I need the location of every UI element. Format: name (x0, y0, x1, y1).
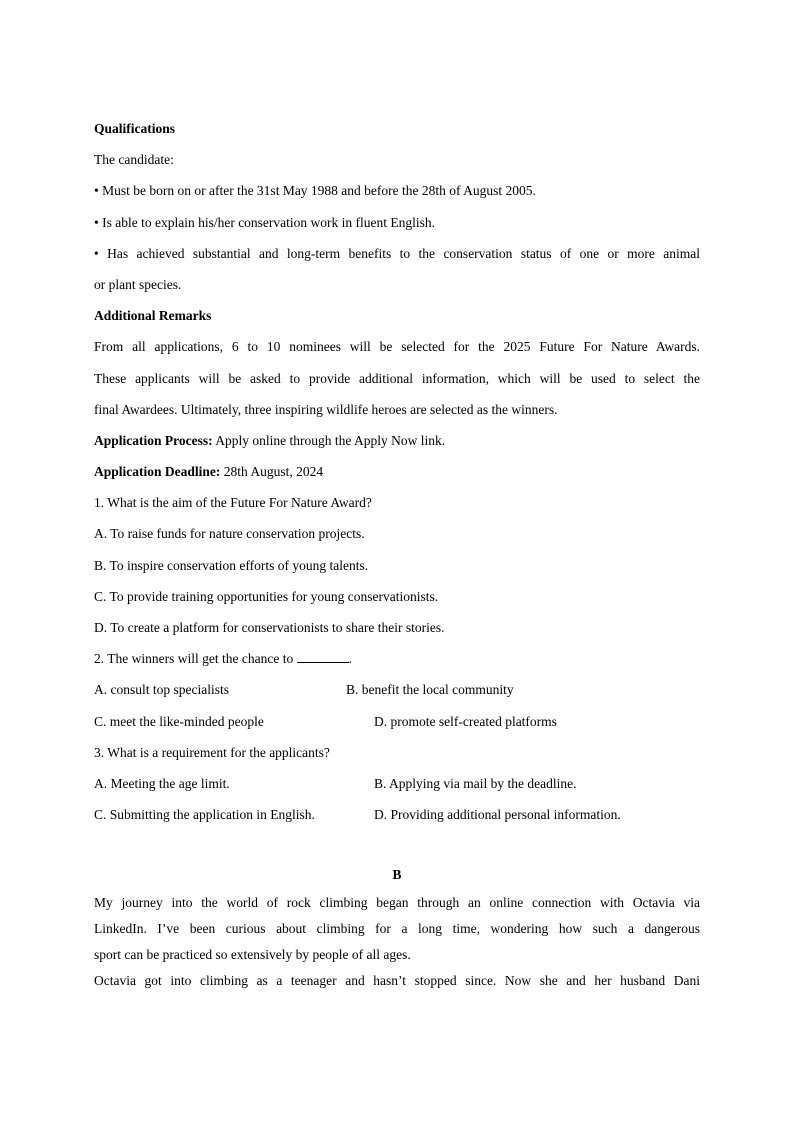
remarks-line-3: final Awardees. Ultimately, three inspiring wildlife heroes are selected as the winners. (94, 401, 558, 417)
section-b-line-4: Octavia got into climbing as a teenager and hasn’t stopped since. Now she and her husband Dani (94, 973, 700, 989)
deadline-label: Application Deadline: (94, 464, 221, 480)
q3-option-d: D. Providing additional personal information. (374, 807, 621, 823)
q2-option-a: A. consult top specialists (94, 682, 229, 698)
q2-option-b: B. benefit the local community (346, 682, 514, 698)
q3-option-a: A. Meeting the age limit. (94, 775, 230, 791)
q2-options-row-1 (94, 680, 700, 711)
application-deadline (94, 462, 700, 493)
qualification-bullet-3-cont: or plant species. (94, 276, 182, 292)
application-process (94, 431, 700, 462)
process-text: Apply online through the Apply Now link. (212, 432, 446, 448)
q2-option-c: C. meet the like-minded people (94, 713, 264, 729)
qualification-bullet-1: • Must be born on or after the 31st May 1988 and before the 28th of August 2005. (94, 183, 536, 199)
section-b-line-2: LinkedIn. I’ve been curious about climbing for a long time, wondering how such a dangerous (94, 921, 700, 937)
q3-stem: 3. What is a requirement for the applicants? (94, 744, 330, 760)
q3-option-c: C. Submitting the application in English. (94, 807, 315, 823)
q2-stem: 2. The winners will get the chance to (94, 651, 294, 667)
qualification-bullet-3: • Has achieved substantial and long-term benefits to the conservation status of one or more animal (94, 245, 700, 261)
remarks-line-1: From all applications, 6 to 10 nominees will be selected for the 2025 Future For Nature Awards. (94, 339, 700, 355)
qualifications-intro: The candidate: (94, 152, 174, 168)
process-label: Application Process: (94, 432, 213, 448)
q3-options-row-1 (94, 774, 700, 805)
document-page (94, 119, 700, 997)
deadline-text: 28th August, 2024 (220, 464, 324, 480)
q2-stem-end: . (348, 651, 352, 667)
q2-options-row-2 (94, 712, 700, 743)
qualification-bullet-2: • Is able to explain his/her conservation work in fluent English. (94, 214, 436, 230)
q2-option-d: D. promote self-created platforms (374, 713, 557, 729)
section-b-heading: B (392, 867, 402, 883)
section-b-line-3: sport can be practiced so extensively by people of all ages. (94, 947, 411, 963)
q1-option-a: A. To raise funds for nature conservation projects. (94, 526, 365, 542)
q3-options-row-2 (94, 805, 700, 836)
q1-option-b: B. To inspire conservation efforts of young talents. (94, 557, 369, 573)
section-b-line-1: My journey into the world of rock climbing began through an online connection with Octavia via (94, 895, 700, 911)
q1-option-d: D. To create a platform for conservationists to share their stories. (94, 620, 445, 635)
q1-option-c: C. To provide training opportunities for young conservationists. (94, 588, 439, 604)
q2-stem-line (94, 649, 700, 680)
q3-option-b: B. Applying via mail by the deadline. (374, 775, 577, 791)
remarks-line-2: These applicants will be asked to provide additional information, which will be used to select the (94, 370, 700, 386)
q1-stem: 1. What is the aim of the Future For Nature Award? (94, 495, 372, 511)
qualifications-heading: Qualifications (94, 121, 176, 136)
answer-blank (297, 649, 349, 663)
remarks-heading: Additional Remarks (94, 308, 212, 324)
